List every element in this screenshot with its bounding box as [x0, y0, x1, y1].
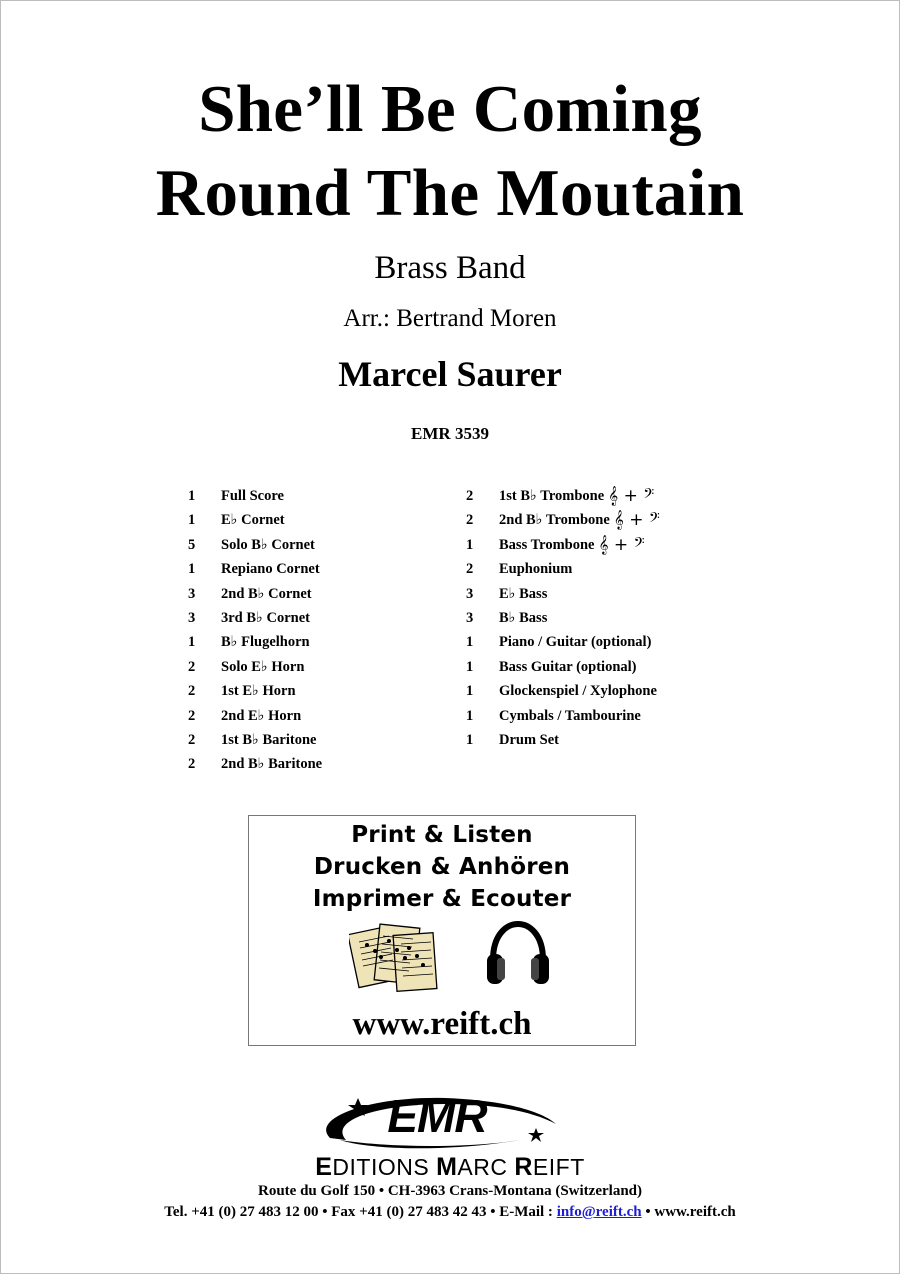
part-name: Bass Trombone [499, 536, 595, 553]
part-quantity: 5 [188, 536, 196, 553]
part-quantity: 1 [188, 634, 196, 651]
publisher-name: EDITIONS MARC REIFT [315, 1153, 585, 1181]
promo-line-german: Drucken & Anhören [313, 854, 571, 880]
part-row [188, 508, 322, 532]
part-quantity: 1 [466, 634, 474, 651]
promo-line-english: Print & Listen [351, 822, 533, 848]
part-row [466, 655, 660, 679]
part-name: Solo E♭ Horn [221, 658, 305, 675]
part-name: E♭ Bass [499, 585, 548, 602]
print-listen-box [248, 815, 636, 1046]
part-name: Full Score [221, 488, 284, 504]
clef-icons: 𝄞 + 𝄢 [608, 486, 655, 506]
part-name: 2nd B♭ Baritone [221, 756, 323, 773]
title-line-1: She’ll Be Coming [198, 72, 702, 146]
part-quantity: 1 [466, 731, 474, 748]
part-row [466, 606, 660, 630]
contact-phone-fax: Tel. +41 (0) 27 483 12 00 • Fax +41 (0) 27 483 42 43 • E-Mail : [164, 1204, 557, 1220]
part-name: Glockenspiel / Xylophone [499, 683, 657, 700]
part-quantity: 2 [466, 488, 474, 504]
part-quantity: 3 [188, 609, 196, 626]
part-quantity: 2 [188, 658, 196, 675]
part-row [188, 533, 322, 557]
part-name: Drum Set [499, 731, 560, 748]
part-row [188, 752, 322, 776]
part-quantity: 1 [466, 536, 474, 553]
part-quantity: 2 [188, 731, 196, 748]
part-name: Euphonium [499, 561, 573, 578]
parts-list-left [188, 484, 322, 777]
part-quantity: 1 [466, 707, 474, 724]
part-name: Cymbals / Tambourine [499, 707, 641, 724]
part-row [188, 484, 322, 508]
promo-website: www.reift.ch [352, 1006, 532, 1042]
headphones-icon [485, 920, 551, 988]
subtitle: Brass Band [374, 250, 526, 286]
part-name: E♭ Cornet [221, 512, 285, 529]
publisher-contact [0, 1204, 900, 1221]
part-row [466, 508, 660, 532]
composer: Marcel Saurer [338, 354, 562, 394]
contact-website: • www.reift.ch [641, 1204, 736, 1220]
part-row [188, 704, 322, 728]
part-row [466, 679, 660, 703]
part-name: Bass Guitar (optional) [499, 658, 637, 675]
part-row [188, 630, 322, 654]
sheet-music-icon [349, 920, 441, 998]
part-row [188, 582, 322, 606]
part-name: Repiano Cornet [221, 561, 320, 578]
part-name: Solo B♭ Cornet [221, 536, 315, 553]
part-quantity: 1 [188, 561, 196, 578]
part-quantity: 2 [466, 561, 474, 578]
part-quantity: 2 [466, 512, 474, 529]
part-row [466, 533, 660, 557]
part-name: 2nd B♭ Trombone [499, 512, 610, 529]
part-row [466, 582, 660, 606]
part-row [188, 655, 322, 679]
part-row [466, 704, 660, 728]
publisher-address: Route du Golf 150 • CH-3963 Crans-Montana (Switzerland) [258, 1183, 642, 1199]
part-name: B♭ Bass [499, 609, 548, 626]
part-row [188, 557, 322, 581]
catalog-number: EMR 3539 [411, 424, 489, 443]
part-row [466, 557, 660, 581]
part-row [188, 679, 322, 703]
part-quantity: 1 [466, 658, 474, 675]
part-row [466, 484, 660, 508]
promo-line-french: Imprimer & Ecouter [312, 886, 572, 912]
part-name: Piano / Guitar (optional) [499, 634, 652, 651]
part-name: 1st B♭ Baritone [221, 731, 317, 748]
part-row [466, 630, 660, 654]
clef-icons: 𝄞 + 𝄢 [613, 510, 660, 531]
part-name: 1st E♭ Horn [221, 683, 296, 700]
part-row [188, 728, 322, 752]
clef-icons: 𝄞 + 𝄢 [598, 534, 645, 555]
part-row [466, 728, 660, 752]
part-name: 1st B♭ Trombone [499, 488, 605, 504]
part-quantity: 3 [466, 609, 474, 626]
part-name: B♭ Flugelhorn [221, 634, 310, 651]
part-quantity: 1 [466, 683, 474, 700]
part-name: 3rd B♭ Cornet [221, 609, 310, 626]
part-quantity: 2 [188, 683, 196, 700]
part-quantity: 3 [466, 585, 474, 602]
part-row [188, 606, 322, 630]
part-quantity: 3 [188, 585, 196, 602]
part-name: 2nd B♭ Cornet [221, 585, 312, 602]
part-quantity: 1 [188, 512, 196, 529]
emr-logo: EMR [387, 1090, 487, 1142]
email-link[interactable]: info@reift.ch [556, 1204, 642, 1220]
part-quantity: 1 [188, 488, 196, 504]
parts-list-right [466, 484, 660, 752]
part-quantity: 2 [188, 707, 196, 724]
part-quantity: 2 [188, 756, 196, 773]
title-line-2: Round The Moutain [155, 156, 745, 230]
part-name: 2nd E♭ Horn [221, 707, 302, 724]
arranger: Arr.: Bertrand Moren [343, 305, 557, 332]
